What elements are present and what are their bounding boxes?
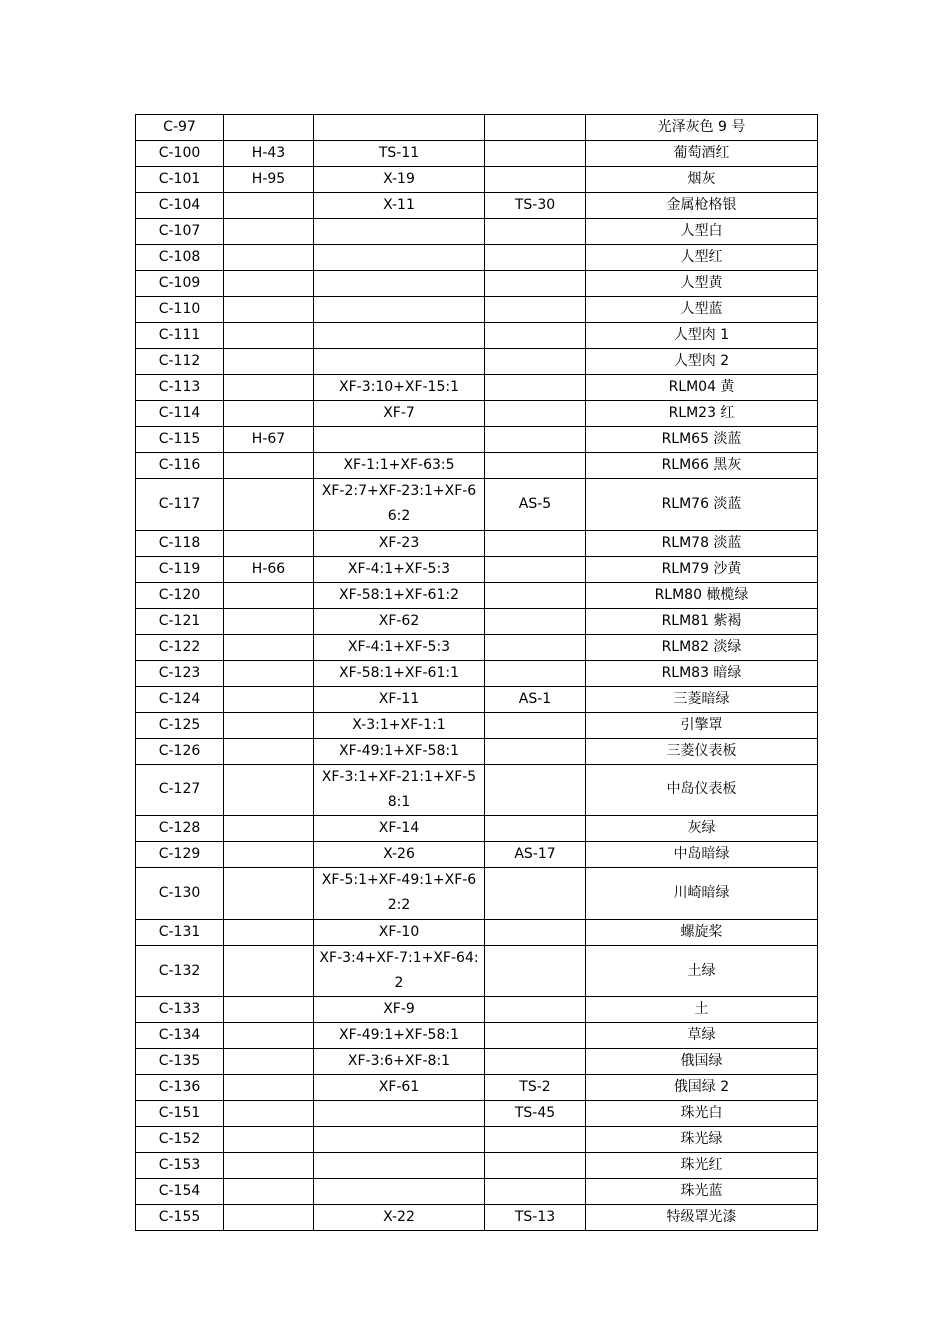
table-row bbox=[136, 219, 818, 245]
color-name-cell: RLM23 红 bbox=[586, 401, 818, 427]
x-code-cell bbox=[314, 219, 485, 245]
code-cell: C-130 bbox=[136, 868, 224, 920]
spray-code-cell bbox=[485, 167, 586, 193]
code-cell: C-117 bbox=[136, 479, 224, 531]
code-cell: C-153 bbox=[136, 1153, 224, 1179]
code-cell: C-101 bbox=[136, 167, 224, 193]
color-name-cell: RLM65 淡蓝 bbox=[586, 427, 818, 453]
spray-code-cell bbox=[485, 997, 586, 1023]
color-name-cell: 光泽灰色 9 号 bbox=[586, 115, 818, 141]
x-code-cell: XF-62 bbox=[314, 608, 485, 634]
table-row bbox=[136, 1049, 818, 1075]
h-code-cell bbox=[224, 582, 314, 608]
x-code-cell: XF-14 bbox=[314, 816, 485, 842]
code-cell: C-97 bbox=[136, 115, 224, 141]
h-code-cell bbox=[224, 193, 314, 219]
code-cell: C-152 bbox=[136, 1127, 224, 1153]
spray-code-cell bbox=[485, 608, 586, 634]
h-code-cell bbox=[224, 868, 314, 920]
spray-code-cell bbox=[485, 868, 586, 920]
h-code-cell bbox=[224, 1023, 314, 1049]
table-row bbox=[136, 764, 818, 816]
h-code-cell bbox=[224, 479, 314, 531]
x-code-cell: XF-10 bbox=[314, 919, 485, 945]
x-code-cell: XF-3:6+XF-8:1 bbox=[314, 1049, 485, 1075]
table-row bbox=[136, 582, 818, 608]
table-row bbox=[136, 530, 818, 556]
color-name-cell: 珠光白 bbox=[586, 1101, 818, 1127]
table-row bbox=[136, 738, 818, 764]
color-name-cell: 三菱仪表板 bbox=[586, 738, 818, 764]
code-cell: C-136 bbox=[136, 1075, 224, 1101]
color-name-cell: 珠光红 bbox=[586, 1153, 818, 1179]
code-cell: C-115 bbox=[136, 427, 224, 453]
code-cell: C-154 bbox=[136, 1179, 224, 1205]
color-name-cell: 川崎暗绿 bbox=[586, 868, 818, 920]
table-row bbox=[136, 1075, 818, 1101]
h-code-cell bbox=[224, 660, 314, 686]
color-name-cell: 土 bbox=[586, 997, 818, 1023]
code-cell: C-118 bbox=[136, 530, 224, 556]
x-code-cell: XF-4:1+XF-5:3 bbox=[314, 556, 485, 582]
code-cell: C-107 bbox=[136, 219, 224, 245]
h-code-cell bbox=[224, 1153, 314, 1179]
spray-code-cell bbox=[485, 634, 586, 660]
spray-code-cell bbox=[485, 816, 586, 842]
spray-code-cell bbox=[485, 245, 586, 271]
h-code-cell: H-67 bbox=[224, 427, 314, 453]
h-code-cell bbox=[224, 323, 314, 349]
spray-code-cell bbox=[485, 271, 586, 297]
color-name-cell: RLM66 黑灰 bbox=[586, 453, 818, 479]
code-cell: C-127 bbox=[136, 764, 224, 816]
h-code-cell bbox=[224, 1049, 314, 1075]
x-code-cell: XF-61 bbox=[314, 1075, 485, 1101]
table-row bbox=[136, 453, 818, 479]
spray-code-cell bbox=[485, 530, 586, 556]
table-row bbox=[136, 842, 818, 868]
spray-code-cell bbox=[485, 141, 586, 167]
color-name-cell: 俄国绿 2 bbox=[586, 1075, 818, 1101]
table-row bbox=[136, 660, 818, 686]
table-row bbox=[136, 919, 818, 945]
color-name-cell: 螺旋桨 bbox=[586, 919, 818, 945]
color-name-cell: 俄国绿 bbox=[586, 1049, 818, 1075]
x-code-cell: X-11 bbox=[314, 193, 485, 219]
table-row bbox=[136, 167, 818, 193]
x-code-cell: XF-2:7+XF-23:1+XF-66:2 bbox=[314, 479, 485, 531]
x-code-cell: TS-11 bbox=[314, 141, 485, 167]
color-name-cell: RLM80 橄榄绿 bbox=[586, 582, 818, 608]
h-code-cell bbox=[224, 634, 314, 660]
table-row bbox=[136, 1153, 818, 1179]
code-cell: C-124 bbox=[136, 686, 224, 712]
table-row bbox=[136, 997, 818, 1023]
h-code-cell bbox=[224, 349, 314, 375]
h-code-cell bbox=[224, 712, 314, 738]
x-code-cell bbox=[314, 271, 485, 297]
spray-code-cell bbox=[485, 453, 586, 479]
code-cell: C-125 bbox=[136, 712, 224, 738]
h-code-cell bbox=[224, 401, 314, 427]
h-code-cell bbox=[224, 453, 314, 479]
h-code-cell bbox=[224, 245, 314, 271]
code-cell: C-119 bbox=[136, 556, 224, 582]
h-code-cell bbox=[224, 608, 314, 634]
x-code-cell: XF-23 bbox=[314, 530, 485, 556]
table-row bbox=[136, 634, 818, 660]
x-code-cell bbox=[314, 297, 485, 323]
color-name-cell: 中岛暗绿 bbox=[586, 842, 818, 868]
color-name-cell: 中岛仪表板 bbox=[586, 764, 818, 816]
spray-code-cell bbox=[485, 1153, 586, 1179]
h-code-cell bbox=[224, 686, 314, 712]
spray-code-cell bbox=[485, 219, 586, 245]
h-code-cell bbox=[224, 530, 314, 556]
table-row bbox=[136, 1023, 818, 1049]
color-name-cell: 葡萄酒红 bbox=[586, 141, 818, 167]
table-row bbox=[136, 945, 818, 997]
code-cell: C-155 bbox=[136, 1205, 224, 1231]
x-code-cell: X-22 bbox=[314, 1205, 485, 1231]
color-name-cell: 土绿 bbox=[586, 945, 818, 997]
code-cell: C-123 bbox=[136, 660, 224, 686]
spray-code-cell bbox=[485, 1023, 586, 1049]
spray-code-cell: AS-1 bbox=[485, 686, 586, 712]
x-code-cell bbox=[314, 427, 485, 453]
table-row bbox=[136, 816, 818, 842]
spray-code-cell: AS-5 bbox=[485, 479, 586, 531]
code-cell: C-135 bbox=[136, 1049, 224, 1075]
color-name-cell: RLM79 沙黄 bbox=[586, 556, 818, 582]
spray-code-cell bbox=[485, 556, 586, 582]
color-name-cell: RLM81 紫褐 bbox=[586, 608, 818, 634]
x-code-cell: XF-49:1+XF-58:1 bbox=[314, 1023, 485, 1049]
x-code-cell: XF-4:1+XF-5:3 bbox=[314, 634, 485, 660]
table-row bbox=[136, 1127, 818, 1153]
code-cell: C-110 bbox=[136, 297, 224, 323]
h-code-cell bbox=[224, 1205, 314, 1231]
spray-code-cell bbox=[485, 349, 586, 375]
h-code-cell bbox=[224, 1101, 314, 1127]
table-row bbox=[136, 608, 818, 634]
x-code-cell: X-19 bbox=[314, 167, 485, 193]
h-code-cell bbox=[224, 842, 314, 868]
spray-code-cell: TS-2 bbox=[485, 1075, 586, 1101]
table-row bbox=[136, 245, 818, 271]
table-row bbox=[136, 115, 818, 141]
table-row bbox=[136, 556, 818, 582]
table-row bbox=[136, 1205, 818, 1231]
spray-code-cell bbox=[485, 1049, 586, 1075]
x-code-cell bbox=[314, 1101, 485, 1127]
x-code-cell bbox=[314, 323, 485, 349]
code-cell: C-121 bbox=[136, 608, 224, 634]
spray-code-cell bbox=[485, 427, 586, 453]
color-name-cell: RLM76 淡蓝 bbox=[586, 479, 818, 531]
h-code-cell bbox=[224, 764, 314, 816]
table-row bbox=[136, 349, 818, 375]
x-code-cell: XF-49:1+XF-58:1 bbox=[314, 738, 485, 764]
table-row bbox=[136, 686, 818, 712]
table-row bbox=[136, 297, 818, 323]
x-code-cell: X-3:1+XF-1:1 bbox=[314, 712, 485, 738]
paint-conversion-table bbox=[135, 114, 818, 1231]
spray-code-cell bbox=[485, 945, 586, 997]
spray-code-cell bbox=[485, 712, 586, 738]
h-code-cell bbox=[224, 115, 314, 141]
x-code-cell: XF-58:1+XF-61:1 bbox=[314, 660, 485, 686]
color-name-cell: 珠光蓝 bbox=[586, 1179, 818, 1205]
x-code-cell bbox=[314, 349, 485, 375]
x-code-cell: XF-3:4+XF-7:1+XF-64:2 bbox=[314, 945, 485, 997]
code-cell: C-132 bbox=[136, 945, 224, 997]
table-row bbox=[136, 712, 818, 738]
h-code-cell bbox=[224, 1075, 314, 1101]
code-cell: C-100 bbox=[136, 141, 224, 167]
x-code-cell bbox=[314, 1179, 485, 1205]
color-name-cell: 金属枪格银 bbox=[586, 193, 818, 219]
code-cell: C-128 bbox=[136, 816, 224, 842]
table-row bbox=[136, 193, 818, 219]
code-cell: C-104 bbox=[136, 193, 224, 219]
h-code-cell: H-66 bbox=[224, 556, 314, 582]
h-code-cell: H-95 bbox=[224, 167, 314, 193]
h-code-cell bbox=[224, 997, 314, 1023]
table-body bbox=[136, 115, 818, 1231]
spray-code-cell: TS-13 bbox=[485, 1205, 586, 1231]
x-code-cell bbox=[314, 115, 485, 141]
color-name-cell: 珠光绿 bbox=[586, 1127, 818, 1153]
x-code-cell: XF-1:1+XF-63:5 bbox=[314, 453, 485, 479]
h-code-cell bbox=[224, 297, 314, 323]
color-name-cell: RLM83 暗绿 bbox=[586, 660, 818, 686]
code-cell: C-111 bbox=[136, 323, 224, 349]
color-name-cell: 草绿 bbox=[586, 1023, 818, 1049]
table-row bbox=[136, 427, 818, 453]
spray-code-cell bbox=[485, 919, 586, 945]
h-code-cell bbox=[224, 375, 314, 401]
color-name-cell: 烟灰 bbox=[586, 167, 818, 193]
spray-code-cell bbox=[485, 738, 586, 764]
spray-code-cell bbox=[485, 1179, 586, 1205]
color-name-cell: 人型蓝 bbox=[586, 297, 818, 323]
code-cell: C-116 bbox=[136, 453, 224, 479]
spray-code-cell: TS-45 bbox=[485, 1101, 586, 1127]
color-name-cell: 灰绿 bbox=[586, 816, 818, 842]
h-code-cell bbox=[224, 1127, 314, 1153]
code-cell: C-151 bbox=[136, 1101, 224, 1127]
x-code-cell bbox=[314, 1153, 485, 1179]
code-cell: C-114 bbox=[136, 401, 224, 427]
h-code-cell bbox=[224, 271, 314, 297]
x-code-cell: XF-7 bbox=[314, 401, 485, 427]
table-row bbox=[136, 401, 818, 427]
table-row bbox=[136, 868, 818, 920]
x-code-cell bbox=[314, 245, 485, 271]
color-name-cell: 人型白 bbox=[586, 219, 818, 245]
code-cell: C-134 bbox=[136, 1023, 224, 1049]
x-code-cell: XF-5:1+XF-49:1+XF-62:2 bbox=[314, 868, 485, 920]
spray-code-cell bbox=[485, 297, 586, 323]
color-name-cell: 三菱暗绿 bbox=[586, 686, 818, 712]
color-name-cell: 人型肉 1 bbox=[586, 323, 818, 349]
code-cell: C-129 bbox=[136, 842, 224, 868]
spray-code-cell bbox=[485, 764, 586, 816]
table-row bbox=[136, 271, 818, 297]
h-code-cell bbox=[224, 945, 314, 997]
spray-code-cell bbox=[485, 582, 586, 608]
spray-code-cell bbox=[485, 323, 586, 349]
spray-code-cell: AS-17 bbox=[485, 842, 586, 868]
spray-code-cell bbox=[485, 115, 586, 141]
color-name-cell: RLM82 淡绿 bbox=[586, 634, 818, 660]
x-code-cell: XF-58:1+XF-61:2 bbox=[314, 582, 485, 608]
color-name-cell: 引擎罩 bbox=[586, 712, 818, 738]
color-name-cell: RLM04 黄 bbox=[586, 375, 818, 401]
code-cell: C-113 bbox=[136, 375, 224, 401]
color-name-cell: 人型肉 2 bbox=[586, 349, 818, 375]
table-row bbox=[136, 141, 818, 167]
spray-code-cell bbox=[485, 375, 586, 401]
color-name-cell: 人型黄 bbox=[586, 271, 818, 297]
color-name-cell: RLM78 淡蓝 bbox=[586, 530, 818, 556]
table-row bbox=[136, 1179, 818, 1205]
spray-code-cell: TS-30 bbox=[485, 193, 586, 219]
h-code-cell: H-43 bbox=[224, 141, 314, 167]
code-cell: C-109 bbox=[136, 271, 224, 297]
table-row bbox=[136, 479, 818, 531]
code-cell: C-122 bbox=[136, 634, 224, 660]
x-code-cell: XF-3:1+XF-21:1+XF-58:1 bbox=[314, 764, 485, 816]
table-row bbox=[136, 1101, 818, 1127]
x-code-cell: X-26 bbox=[314, 842, 485, 868]
spray-code-cell bbox=[485, 401, 586, 427]
h-code-cell bbox=[224, 738, 314, 764]
code-cell: C-120 bbox=[136, 582, 224, 608]
code-cell: C-108 bbox=[136, 245, 224, 271]
x-code-cell: XF-9 bbox=[314, 997, 485, 1023]
table-row bbox=[136, 375, 818, 401]
x-code-cell bbox=[314, 1127, 485, 1153]
h-code-cell bbox=[224, 816, 314, 842]
color-name-cell: 特级罩光漆 bbox=[586, 1205, 818, 1231]
code-cell: C-126 bbox=[136, 738, 224, 764]
x-code-cell: XF-11 bbox=[314, 686, 485, 712]
code-cell: C-133 bbox=[136, 997, 224, 1023]
h-code-cell bbox=[224, 1179, 314, 1205]
h-code-cell bbox=[224, 219, 314, 245]
x-code-cell: XF-3:10+XF-15:1 bbox=[314, 375, 485, 401]
table-row bbox=[136, 323, 818, 349]
color-name-cell: 人型红 bbox=[586, 245, 818, 271]
spray-code-cell bbox=[485, 1127, 586, 1153]
spray-code-cell bbox=[485, 660, 586, 686]
code-cell: C-131 bbox=[136, 919, 224, 945]
h-code-cell bbox=[224, 919, 314, 945]
code-cell: C-112 bbox=[136, 349, 224, 375]
